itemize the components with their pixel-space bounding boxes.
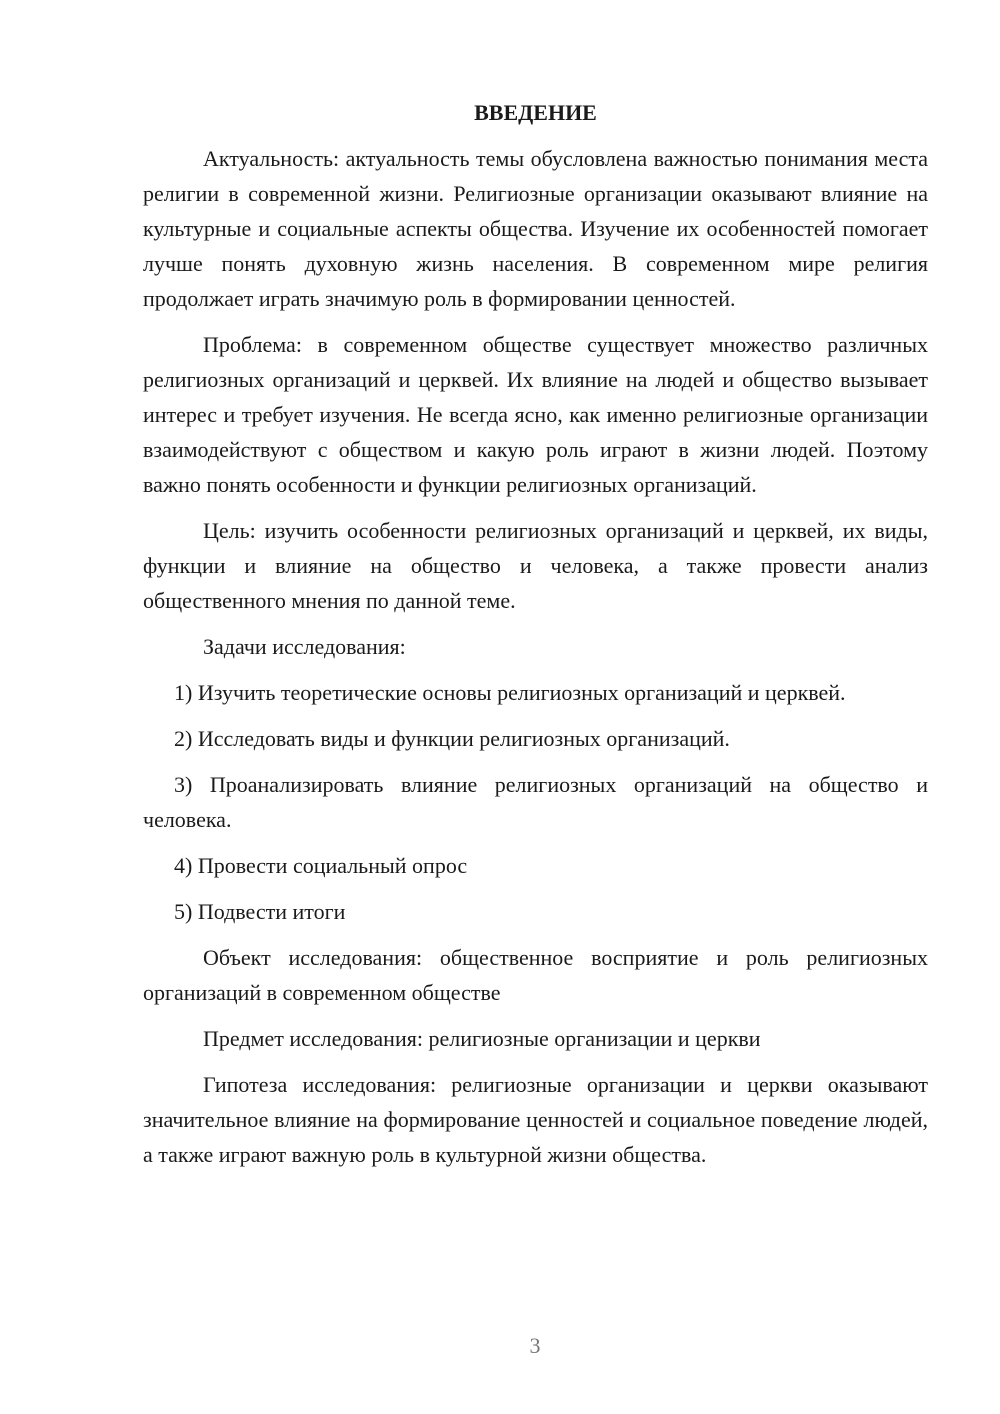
document-page — [143, 95, 928, 1183]
paragraph-tasks-heading: Задачи исследования: — [203, 634, 406, 659]
task-item: 2) Исследовать виды и функции религиозных организаций. — [174, 726, 730, 751]
paragraph-subject: Предмет исследования: религиозные организации и церкви — [203, 1026, 761, 1051]
paragraph-relevance: Актуальность: актуальность темы обусловлена важностью понимания места религии в современной жизни. Религиозные организации оказывают влияние на культурные и социальные аспекты общества. Изучение их особенностей помогает лучше понять духовную жизнь населения. В современном мире религия продолжает играть значимую роль в формировании ценностей. — [143, 146, 928, 311]
task-item: 5) Подвести итоги — [174, 899, 346, 924]
paragraph-problem: Проблема: в современном обществе существует множество различных религиозных организаций и церквей. Их влияние на людей и общество вызывает интерес и требует изучения. Не всегда ясно, как именно религиозные организации взаимодействуют с обществом и какую роль играют в жизни людей. Поэтому важно понять особенности и функции религиозных организаций. — [143, 332, 928, 497]
paragraph-hypothesis: Гипотеза исследования: религиозные организации и церкви оказывают значительное влияние на формирование ценностей и социальное поведение людей, а также играют важную роль в культурной жизни общества. — [143, 1072, 928, 1167]
page-number: 3 — [529, 1333, 541, 1358]
task-item: 1) Изучить теоретические основы религиозных организаций и церквей. — [174, 680, 846, 705]
paragraph-goal: Цель: изучить особенности религиозных организаций и церквей, их виды, функции и влияние на общество и человека, а также провести анализ общественного мнения по данной теме. — [143, 518, 928, 613]
paragraph-object: Объект исследования: общественное восприятие и роль религиозных организаций в современном обществе — [143, 945, 928, 1005]
task-item: 4) Провести социальный опрос — [174, 853, 468, 878]
section-title: ВВЕДЕНИЕ — [474, 100, 597, 125]
task-item: 3) Проанализировать влияние религиозных организаций на общество и человека. — [143, 772, 928, 832]
